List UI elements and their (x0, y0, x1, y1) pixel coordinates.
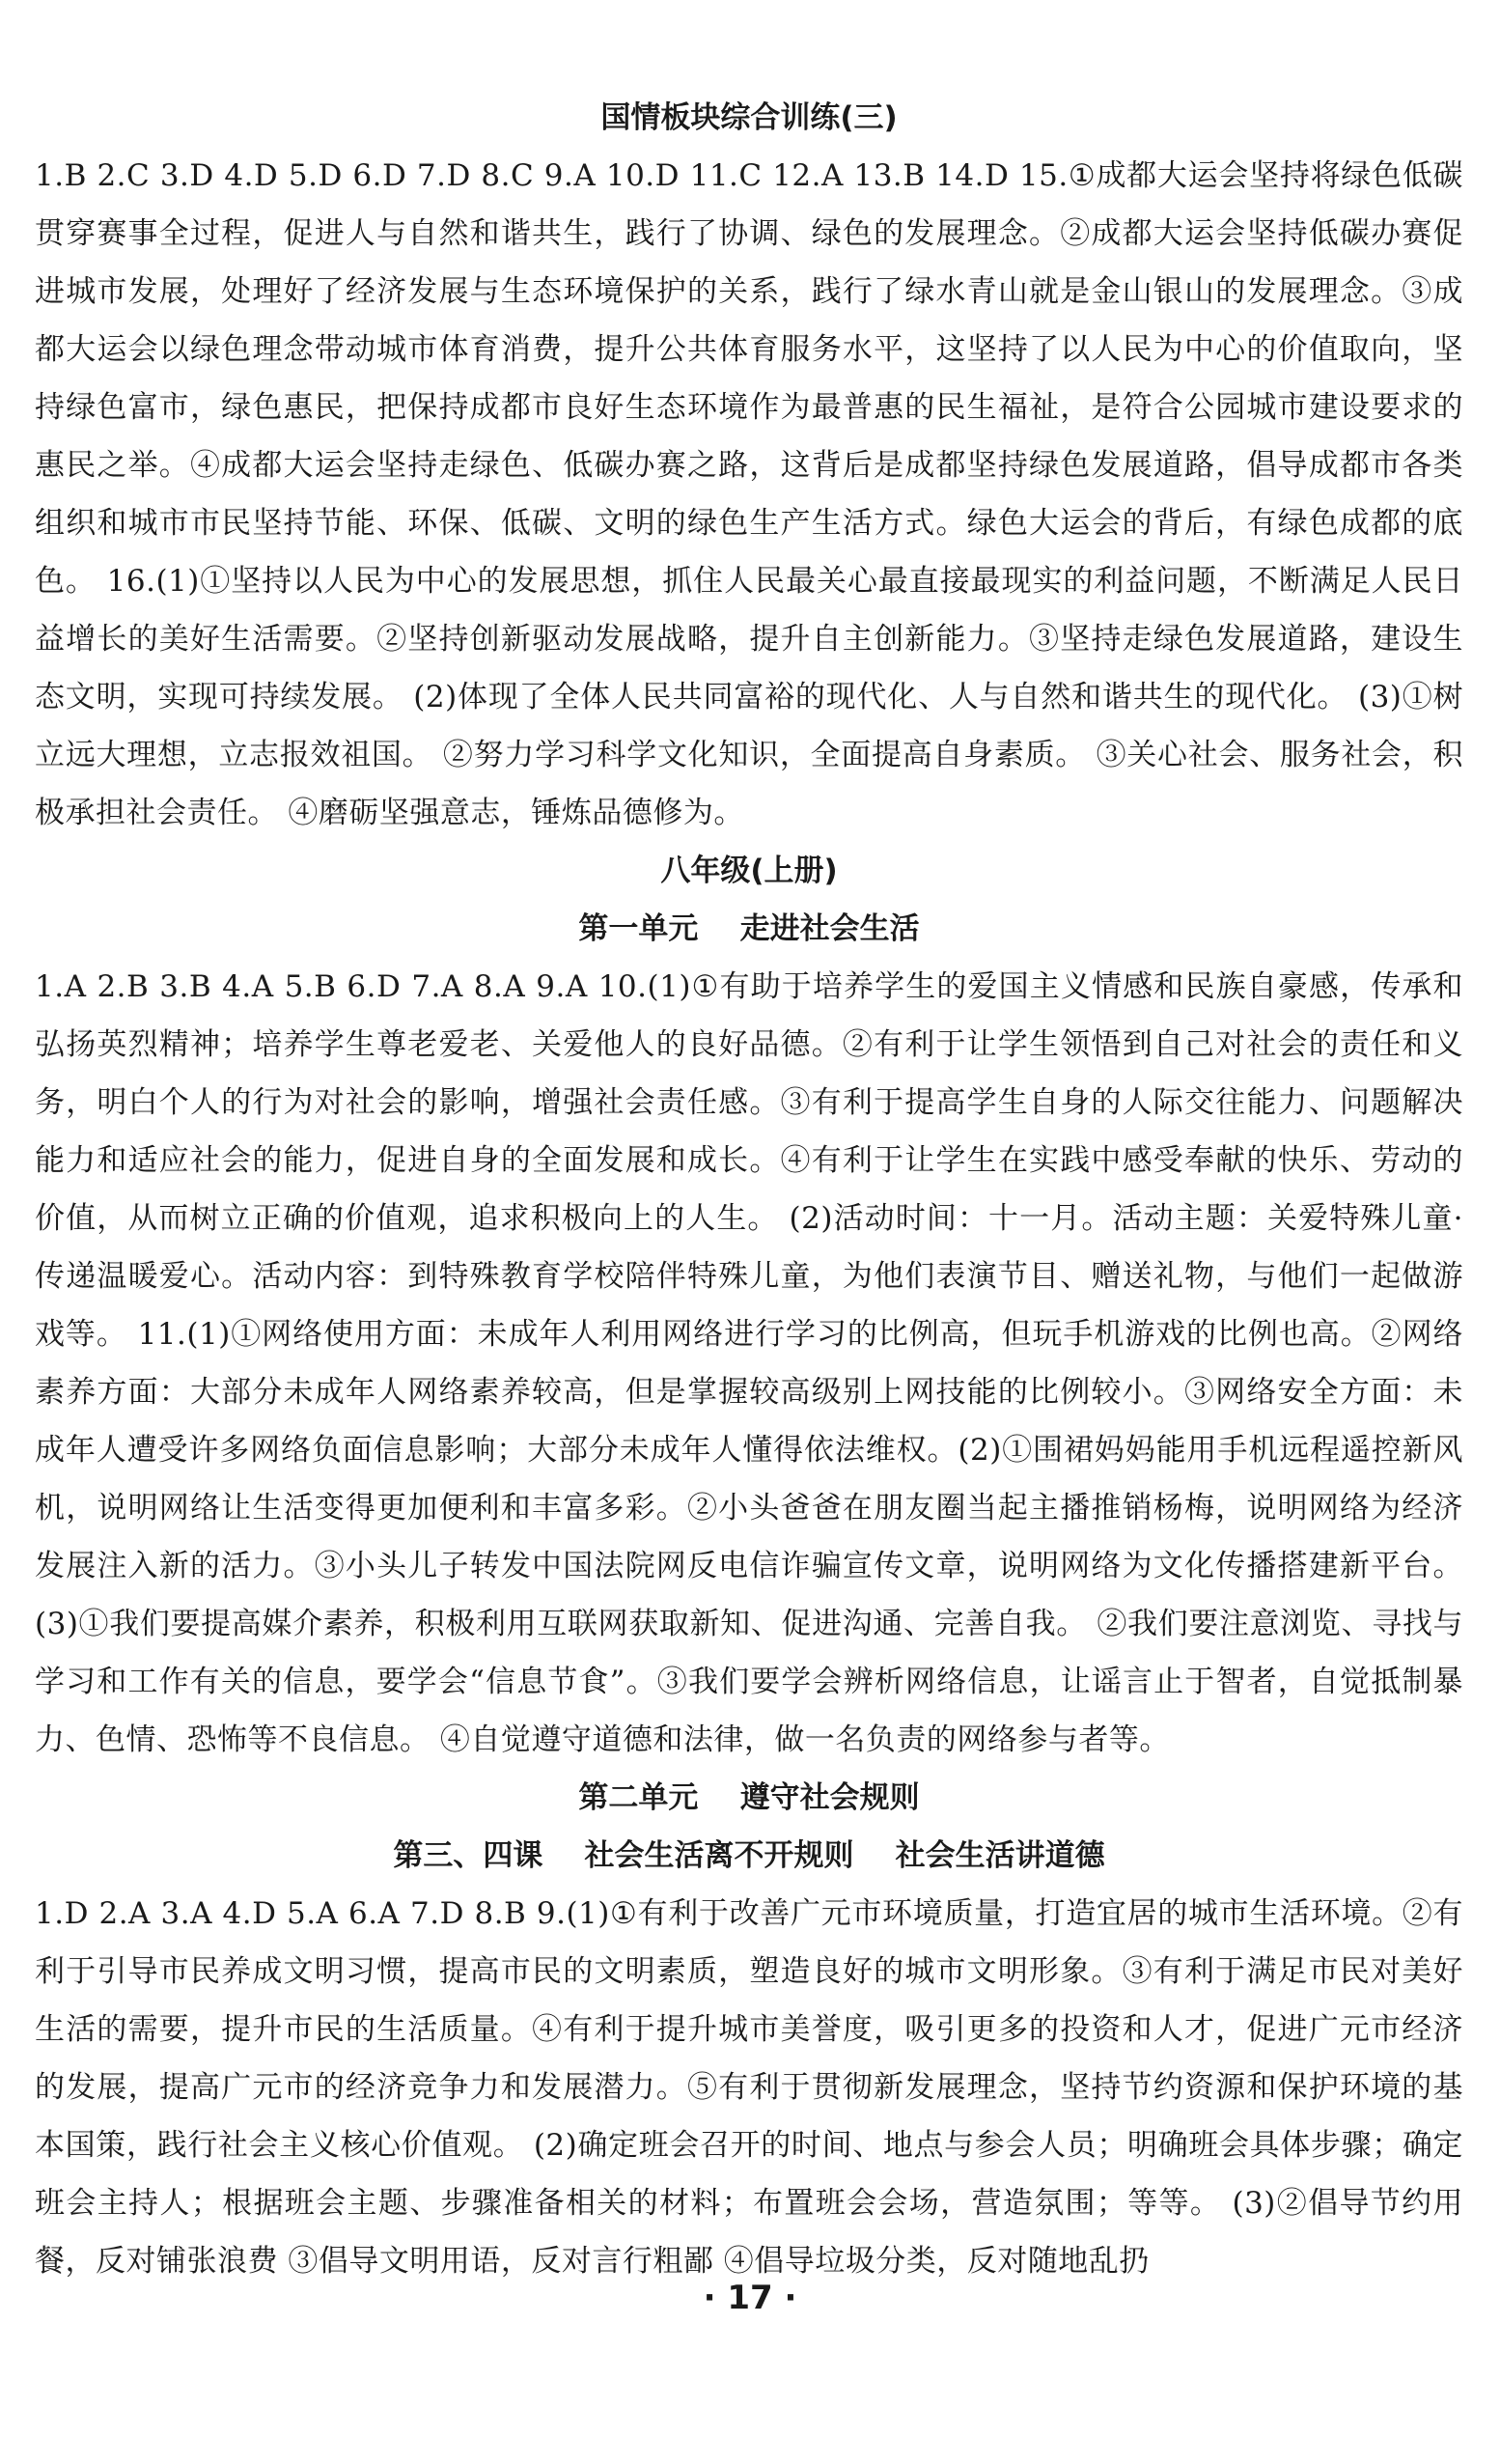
answer-text: 1.D 2.A 3.A 4.D 5.A 6.A 7.D 8.B 9.(1)①有利于改善广元市环境质量，打造宜居的城市生活环境。②有利于引导市民养成文明习惯，提高市民的文明素质，塑造良好的城市文明形象。③有利于满足市民对美好生活的需要，提升市民的生活质量。④有利于提升城市美誉度，吸引更多的投资和人才，促进广元市经济的发展，提高广元市的经济竞争力和发展潜力。⑤有利于贯彻新发展理念，坚持节约资源和保护环境的基本国策，践行社会主义核心价值观。 (2)确定班会召开的时间、地点与参会人员；明确班会具体步骤；确定班会主持人；根据班会主题、步骤准备相关的材料；布置班会会场，营造氛围；等等。 (3)②倡导节约用餐，反对铺张浪费 ③倡导文明用语，反对言行粗鄙 ④倡导垃圾分类，反对随地乱扔 (35, 1896, 1463, 2279)
grade-heading: 八年级(上册) (660, 854, 838, 888)
lesson-heading: 第三、四课 社会生活离不开规则 社会生活讲道德 (393, 1838, 1105, 1873)
answer-text: 1.A 2.B 3.B 4.A 5.B 6.D 7.A 8.A 9.A 10.(1)①有助于培养学生的爱国主义情感和民族自豪感，传承和弘扬英烈精神；培养学生尊老爱老、关爱他人的良好品德。②有利于让学生领悟到自己对社会的责任和义务，明白个人的行为对社会的影响，增强社会责任感。③有利于提高学生自身的人际交往能力、问题解决能力和适应社会的能力，促进自身的全面发展和成长。④有利于让学生在实践中感受奉献的快乐、劳动的价值，从而树立正确的价值观，追求积极向上的人生。 (2)活动时间：十一月。活动主题：关爱特殊儿童·传递温暖爱心。活动内容：到特殊教育学校陪伴特殊儿童，为他们表演节目、赠送礼物，与他们一起做游戏等。 11.(1)①网络使用方面：未成年人利用网络进行学习的比例高，但玩手机游戏的比例也高。②网络素养方面：大部分未成年人网络素养较高，但是掌握较高级别上网技能的比例较小。③网络安全方面：未成年人遭受许多网络负面信息影响；大部分未成年人懂得依法维权。(2)①围裙妈妈能用手机远程遥控新风机，说明网络让生活变得更加便利和丰富多彩。②小头爸爸在朋友圈当起主播推销杨梅，说明网络为经济发展注入新的活力。③小头儿子转发中国法院网反电信诈骗宣传文章，说明网络为文化传播搭建新平台。 (3)①我们要提高媒介素养，积极利用互联网获取新知、促进沟通、完善自我。 ②我们要注意浏览、寻找与学习和工作有关的信息，要学会“信息节食”。③我们要学会辨析网络信息，让谣言止于智者，自觉抵制暴力、色情、恐怖等不良信息。 ④自觉遵守道德和法律，做一名负责的网络参与者等。 (35, 969, 1463, 1757)
answer-paragraph (35, 1885, 1463, 2290)
unit-heading: 第一单元 走进社会生活 (578, 911, 920, 946)
answer-paragraph (35, 958, 1463, 1769)
answer-text: 1.B 2.C 3.D 4.D 5.D 6.D 7.D 8.C 9.A 10.D 11.C 12.A 13.B 14.D 15.①成都大运会坚持将绿色低碳贯穿赛事全过程，促进人与自然和谐共生，践行了协调、绿色的发展理念。②成都大运会坚持低碳办赛促进城市发展，处理好了经济发展与生态环境保护的关系，践行了绿水青山就是金山银山的发展理念。③成都大运会以绿色理念带动城市体育消费，提升公共体育服务水平，这坚持了以人民为中心的价值取向，坚持绿色富市，绿色惠民，把保持成都市良好生态环境作为最普惠的民生福祉，是符合公园城市建设要求的惠民之举。④成都大运会坚持走绿色、低碳办赛之路，这背后是成都坚持绿色发展道路，倡导成都市各类组织和城市市民坚持节能、环保、低碳、文明的绿色生产生活方式。绿色大运会的背后，有绿色成都的底色。 16.(1)①坚持以人民为中心的发展思想，抓住人民最关心最直接最现实的利益问题，不断满足人民日益增长的美好生活需要。②坚持创新驱动发展战略，提升自主创新能力。③坚持走绿色发展道路，建设生态文明，实现可持续发展。 (2)体现了全体人民共同富裕的现代化、人与自然和谐共生的现代化。 (3)①树立远大理想，立志报效祖国。 ②努力学习科学文化知识，全面提高自身素质。 ③关心社会、服务社会，积极承担社会责任。 ④磨砺坚强意志，锤炼品德修为。 (35, 158, 1463, 830)
section-heading: 国情板块综合训练(三) (600, 100, 898, 135)
unit-heading: 第二单元 遵守社会规则 (578, 1780, 920, 1815)
page-number: · 17 · (703, 2279, 797, 2317)
answer-paragraph (35, 147, 1463, 842)
answer-page (35, 89, 1463, 2290)
